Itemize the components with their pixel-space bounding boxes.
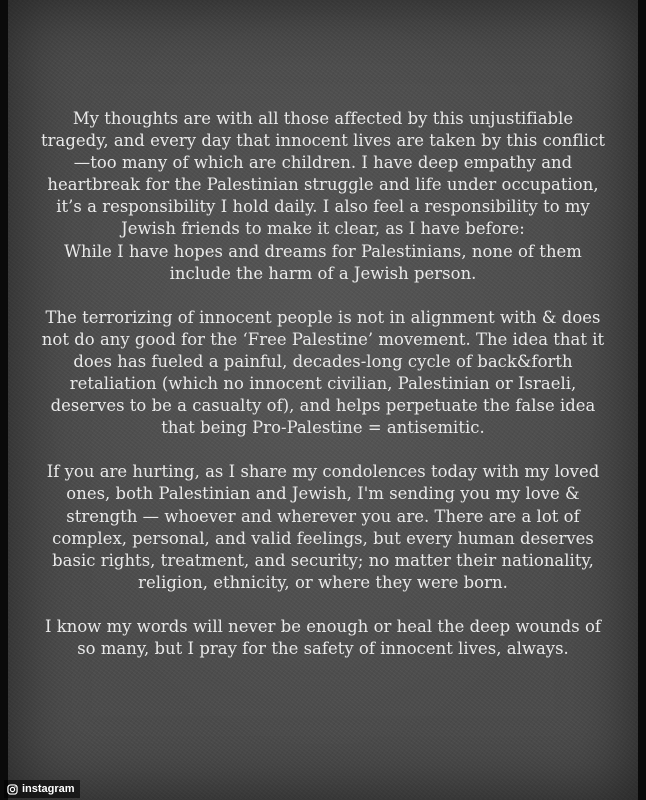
text-line: ones, both Palestinian and Jewish, I'm sending you my love & xyxy=(66,484,580,504)
watermark-label: instagram xyxy=(22,783,75,795)
text-line: that being Pro-Palestine = antisemitic. xyxy=(161,418,485,438)
text-line: The terrorizing of innocent people is not in alignment with & does xyxy=(45,307,601,327)
text-line: While I have hopes and dreams for Palestinians, none of them xyxy=(64,241,582,261)
text-line: basic rights, treatment, and security; no matter their nationality, xyxy=(52,550,594,570)
text-line: religion, ethnicity, or where they were born. xyxy=(138,572,508,592)
text-line: strength — whoever and wherever you are. There are a lot of xyxy=(66,506,580,526)
statement-text xyxy=(8,108,638,682)
text-line: it’s a responsibility I hold daily. I also feel a responsibility to my xyxy=(56,197,590,217)
paragraph-2 xyxy=(8,307,638,440)
paragraph-4 xyxy=(8,616,638,660)
text-line: does has fueled a painful, decades-long cycle of back&forth xyxy=(73,351,573,371)
text-line: tragedy, and every day that innocent lives are taken by this conflict xyxy=(41,131,605,151)
text-line: If you are hurting, as I share my condolences today with my loved xyxy=(46,462,600,482)
instagram-watermark xyxy=(4,780,80,798)
text-line: include the harm of a Jewish person. xyxy=(169,263,477,283)
story-card xyxy=(8,0,638,800)
text-line: not do any good for the ‘Free Palestine’ movement. The idea that it xyxy=(41,329,605,349)
instagram-logo-icon xyxy=(7,784,18,795)
text-line: complex, personal, and valid feelings, but every human deserves xyxy=(52,528,594,548)
paragraph-1 xyxy=(8,108,638,285)
text-line: retaliation (which no innocent civilian, Palestinian or Israeli, xyxy=(69,374,577,394)
text-line: heartbreak for the Palestinian struggle and life under occupation, xyxy=(47,175,599,195)
text-line: —too many of which are children. I have deep empathy and xyxy=(73,153,573,173)
text-line: Jewish friends to make it clear, as I have before: xyxy=(121,219,525,239)
text-line: so many, but I pray for the safety of innocent lives, always. xyxy=(77,638,569,658)
text-line: deserves to be a casualty of), and helps perpetuate the false idea xyxy=(50,396,596,416)
text-line: My thoughts are with all those affected by this unjustifiable xyxy=(72,109,574,128)
text-line: I know my words will never be enough or heal the deep wounds of xyxy=(45,616,601,636)
paragraph-3 xyxy=(8,461,638,594)
